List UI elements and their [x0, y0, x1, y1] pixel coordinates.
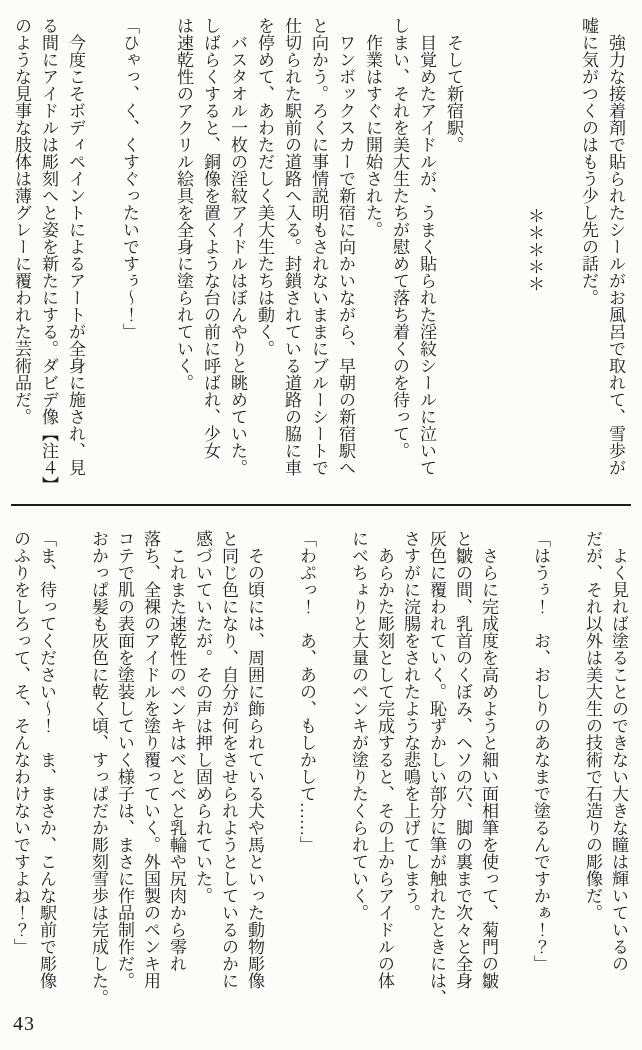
text-line: 「わぷっ！ あ、あの、もしかして……」: [297, 530, 316, 853]
text-line: おかっぱ髪も灰色に乾く頃、すっぱだか彫刻雪歩は完成した。: [89, 530, 108, 1006]
scene-break-line: ＊＊＊＊＊: [525, 206, 544, 292]
blank-line: [319, 530, 345, 1010]
text-section-bottom: [4, 530, 631, 1010]
text-line: 今度こそボディペイントによるアートが全身に施され、見: [66, 34, 85, 476]
blank-line: [89, 17, 116, 481]
text-line: 感づいていたが。その声は押し固められていた。: [193, 530, 212, 904]
text-line: 「はうぅ！ お、おしりのあなまで塗るんですかぁ！？」: [531, 530, 550, 972]
blank-line: [548, 17, 575, 481]
blank-line: [143, 17, 170, 481]
text-line: は速乾性のアクリル絵具を全身に塗られていく。: [174, 17, 193, 391]
blank-line: [501, 530, 527, 1010]
text-line: 「ま、待ってください～！ ま、まさか、こんな駅前で彫像: [37, 530, 56, 989]
text-line: 嘘に気がつくのはもう少し先の話だ。: [579, 17, 598, 306]
text-line: だが、それ以外は美大生の技術で石造りの彫像だ。: [583, 530, 602, 921]
text-line: と皺の間、乳首のくぼみ、ヘソの穴、脚の裏まで次々と全身: [453, 530, 472, 989]
text-line: そして新宿駅。: [444, 34, 463, 153]
text-line: のような見事な肢体は薄グレーに覆われた芸術品だ。: [12, 17, 31, 425]
text-line: あらかた彫刻として完成すると、その上からアイドルの体: [375, 547, 394, 989]
text-line: 落ち、全裸のアイドルを塗り覆っていく。外国製のペンキ用: [141, 530, 160, 989]
text-line: その頃には、周囲に飾られている犬や馬といった動物彫像: [245, 547, 264, 989]
text-line: と向かう。ろくに事情説明もされないままにブルーシートで: [309, 17, 328, 476]
blank-line: [59, 530, 85, 1010]
text-line: これまた速乾性のペンキはべとべと乳輪や尻肉から零れ: [167, 547, 186, 972]
text-line: 灰色に覆われていく。恥ずかしい部分に筆が触れたときには、: [427, 530, 446, 1006]
text-line: さらに完成度を高めようと細い面相筆を使って、菊門の皺: [479, 547, 498, 989]
text-line: を停めて、あわただしく美大生たちは動く。: [255, 17, 274, 357]
text-line: と同じ色になり、自分が何をさせられようとしているのかに: [219, 530, 238, 989]
text-line: しばらくすると、銅像を置くような台の前に呼ばれ、少女: [201, 17, 220, 459]
text-line: コテで肌の表面を塗装していく様子は、まさに作品制作だ。: [115, 530, 134, 989]
text-line: にべちょりと大量のペンキが塗りたくられていく。: [349, 530, 368, 921]
blank-line: [267, 530, 293, 1010]
text-line: 「ひゃっ、く、くすぐったいですぅ～！」: [120, 17, 139, 340]
text-line: バスタオル一枚の淫紋アイドルはぼんやりと眺めていた。: [228, 34, 247, 476]
text-line: のふりをしろって、そ、そんなわけないですよね！？」: [11, 530, 30, 955]
section-divider: [11, 504, 631, 506]
text-line: 目覚めたアイドルが、うまく貼られた淫紋シールに泣いて: [417, 34, 436, 476]
text-section-top: [5, 17, 629, 493]
page-number: 43: [13, 1013, 35, 1035]
blank-line: [467, 17, 494, 481]
text-line: しまい、それを美大生たちが慰めて落ち着くのを待って。: [390, 17, 409, 459]
text-line: 作業はすぐに開始された。: [363, 34, 382, 238]
text-line: る間にアイドルは彫刻へと姿を新たにする。ダビデ像【注４】: [39, 17, 58, 493]
text-line: 仕切られた駅前の道路へ入る。封鎖されている道路の脇に車: [282, 17, 301, 476]
text-line: さすがに浣腸をされたような悲鳴を上げてしまう。: [401, 530, 420, 921]
blank-line: [494, 17, 521, 481]
text-line: ワンボックスカーで新宿に向かいながら、早朝の新宿駅へ: [336, 34, 355, 476]
blank-line: [553, 530, 579, 1010]
text-line: 強力な接着剤で貼られたシールがお風呂で取れて、雪歩が: [606, 34, 625, 476]
text-line: よく見れば塗ることのできない大きな瞳は輝いているの: [609, 547, 628, 972]
